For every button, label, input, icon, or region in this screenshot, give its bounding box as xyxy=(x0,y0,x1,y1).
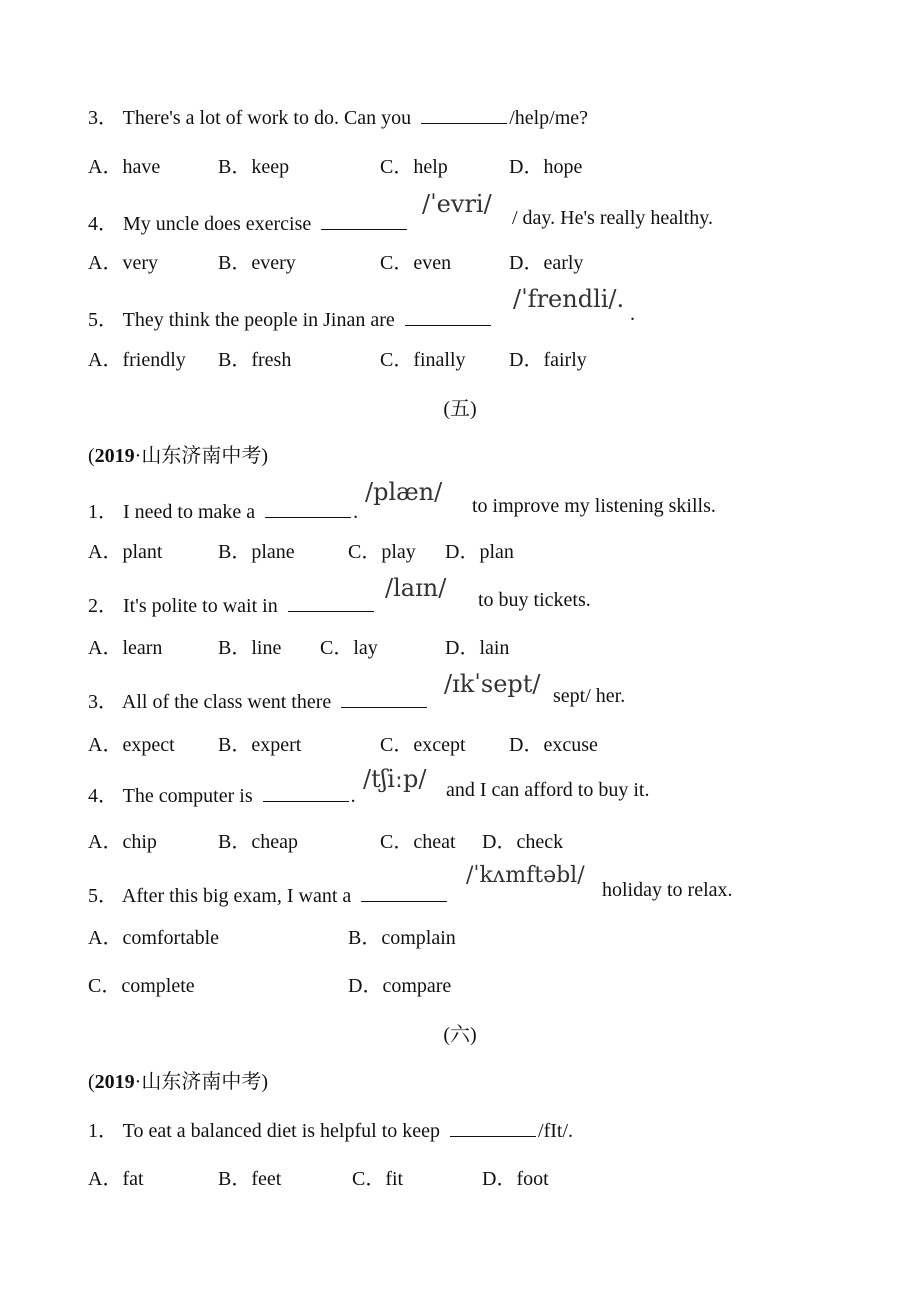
question-3 xyxy=(88,685,429,714)
option-d[interactable]: D．excuse xyxy=(509,734,598,756)
option-d[interactable]: D．fairly xyxy=(509,349,587,371)
option-a[interactable]: A．expect xyxy=(88,734,175,756)
option-a[interactable]: A．friendly xyxy=(88,349,186,371)
question-text: It's polite to wait in xyxy=(123,595,278,617)
question-number: 4． xyxy=(88,213,118,235)
option-d[interactable]: D．early xyxy=(509,252,584,274)
option-c[interactable]: C．finally xyxy=(380,349,466,371)
option-c[interactable]: C．complete xyxy=(88,975,195,997)
question-text-after: . xyxy=(630,303,635,325)
source-year: 2019 xyxy=(94,1071,135,1093)
option-c[interactable]: C．fit xyxy=(352,1168,404,1190)
answer-blank[interactable] xyxy=(421,105,507,124)
question-text-after: sept/ her. xyxy=(553,685,626,707)
answer-blank[interactable] xyxy=(265,499,351,518)
question-number: 3． xyxy=(88,107,118,129)
question-5 xyxy=(88,879,449,908)
source-year: 2019 xyxy=(94,445,135,467)
question-2 xyxy=(88,589,376,618)
paren: ( xyxy=(88,445,95,467)
option-c[interactable]: C．help xyxy=(380,156,448,178)
section-title: (六) xyxy=(443,1024,477,1046)
option-a[interactable]: A．chip xyxy=(88,831,157,853)
option-a[interactable]: A．comfortable xyxy=(88,927,220,949)
option-d[interactable]: D．plan xyxy=(445,541,514,563)
question-text: There's a lot of work to do. Can you xyxy=(122,107,412,129)
answer-blank[interactable] xyxy=(321,211,407,230)
question-4 xyxy=(88,779,356,808)
question-text-after: /fIt/. xyxy=(538,1120,574,1142)
answer-blank[interactable] xyxy=(288,593,374,612)
question-text: After this big exam, I want a xyxy=(121,885,352,907)
question-text-after: and I can afford to buy it. xyxy=(446,779,650,801)
question-text: I need to make a xyxy=(123,501,256,523)
option-b[interactable]: B．fresh xyxy=(218,349,292,371)
answer-blank[interactable] xyxy=(405,307,491,326)
option-d[interactable]: D．hope xyxy=(509,156,583,178)
option-a[interactable]: A．fat xyxy=(88,1168,144,1190)
option-b[interactable]: B．line xyxy=(218,637,282,659)
question-text-after: holiday to relax. xyxy=(602,879,733,901)
phonetic-label: /ˈfrendli/. xyxy=(513,285,625,313)
option-d[interactable]: D．lain xyxy=(445,637,510,659)
source-text: ·山东济南中考) xyxy=(134,445,268,467)
question-1 xyxy=(88,495,358,524)
option-b[interactable]: B．complain xyxy=(348,927,456,949)
option-b[interactable]: B．cheap xyxy=(218,831,298,853)
question-3 xyxy=(88,101,588,130)
question-text: My uncle does exercise xyxy=(123,213,312,235)
blank-dot: . xyxy=(350,785,356,807)
question-number: 5． xyxy=(88,309,118,331)
source-text: ·山东济南中考) xyxy=(134,1071,268,1093)
option-c[interactable]: C．cheat xyxy=(380,831,456,853)
blank-dot: . xyxy=(353,501,359,523)
question-text: They think the people in Jinan are xyxy=(122,309,395,331)
option-a[interactable]: A．very xyxy=(88,252,158,274)
option-c[interactable]: C．lay xyxy=(320,637,378,659)
question-1 xyxy=(88,1114,573,1143)
option-a[interactable]: A．plant xyxy=(88,541,163,563)
question-text-after: / day. He's really healthy. xyxy=(512,207,713,229)
source-label xyxy=(88,439,268,468)
question-5 xyxy=(88,303,493,332)
question-number: 2． xyxy=(88,595,118,617)
option-a[interactable]: A．learn xyxy=(88,637,163,659)
question-number: 1． xyxy=(88,501,118,523)
option-c[interactable]: C．even xyxy=(380,252,452,274)
question-text-after: /help/me? xyxy=(509,107,589,129)
option-b[interactable]: B．feet xyxy=(218,1168,282,1190)
phonetic-label: /tʃiːp/ xyxy=(363,765,427,793)
question-number: 1． xyxy=(88,1120,118,1142)
answer-blank[interactable] xyxy=(341,689,427,708)
option-c[interactable]: C．play xyxy=(348,541,416,563)
answer-blank[interactable] xyxy=(450,1118,536,1137)
phonetic-label: /ɪkˈsept/ xyxy=(444,670,541,698)
source-label xyxy=(88,1065,268,1094)
answer-blank[interactable] xyxy=(263,783,349,802)
option-b[interactable]: B．plane xyxy=(218,541,295,563)
question-4 xyxy=(88,207,409,236)
phonetic-label: /ˈevri/ xyxy=(422,190,492,218)
phonetic-label: /plæn/ xyxy=(365,478,443,506)
question-number: 3． xyxy=(88,691,118,713)
question-number: 4． xyxy=(88,785,118,807)
question-text-after: to improve my listening skills. xyxy=(472,495,716,517)
option-d[interactable]: D．compare xyxy=(348,975,452,997)
phonetic-label: /ˈkʌmftəbl/ xyxy=(466,863,585,888)
option-b[interactable]: B．keep xyxy=(218,156,290,178)
question-text: The computer is xyxy=(122,785,253,807)
answer-blank[interactable] xyxy=(361,883,447,902)
question-number: 5． xyxy=(88,885,118,907)
paren: ( xyxy=(88,1071,95,1093)
option-b[interactable]: B．expert xyxy=(218,734,302,756)
option-d[interactable]: D．check xyxy=(482,831,564,853)
question-text: To eat a balanced diet is helpful to keep xyxy=(122,1120,441,1142)
question-text: All of the class went there xyxy=(121,691,332,713)
question-text-after: to buy tickets. xyxy=(478,589,591,611)
phonetic-label: /laɪn/ xyxy=(385,574,447,602)
section-title: (五) xyxy=(443,398,477,420)
option-d[interactable]: D．foot xyxy=(482,1168,549,1190)
option-a[interactable]: A．have xyxy=(88,156,161,178)
option-b[interactable]: B．every xyxy=(218,252,296,274)
option-c[interactable]: C．except xyxy=(380,734,466,756)
